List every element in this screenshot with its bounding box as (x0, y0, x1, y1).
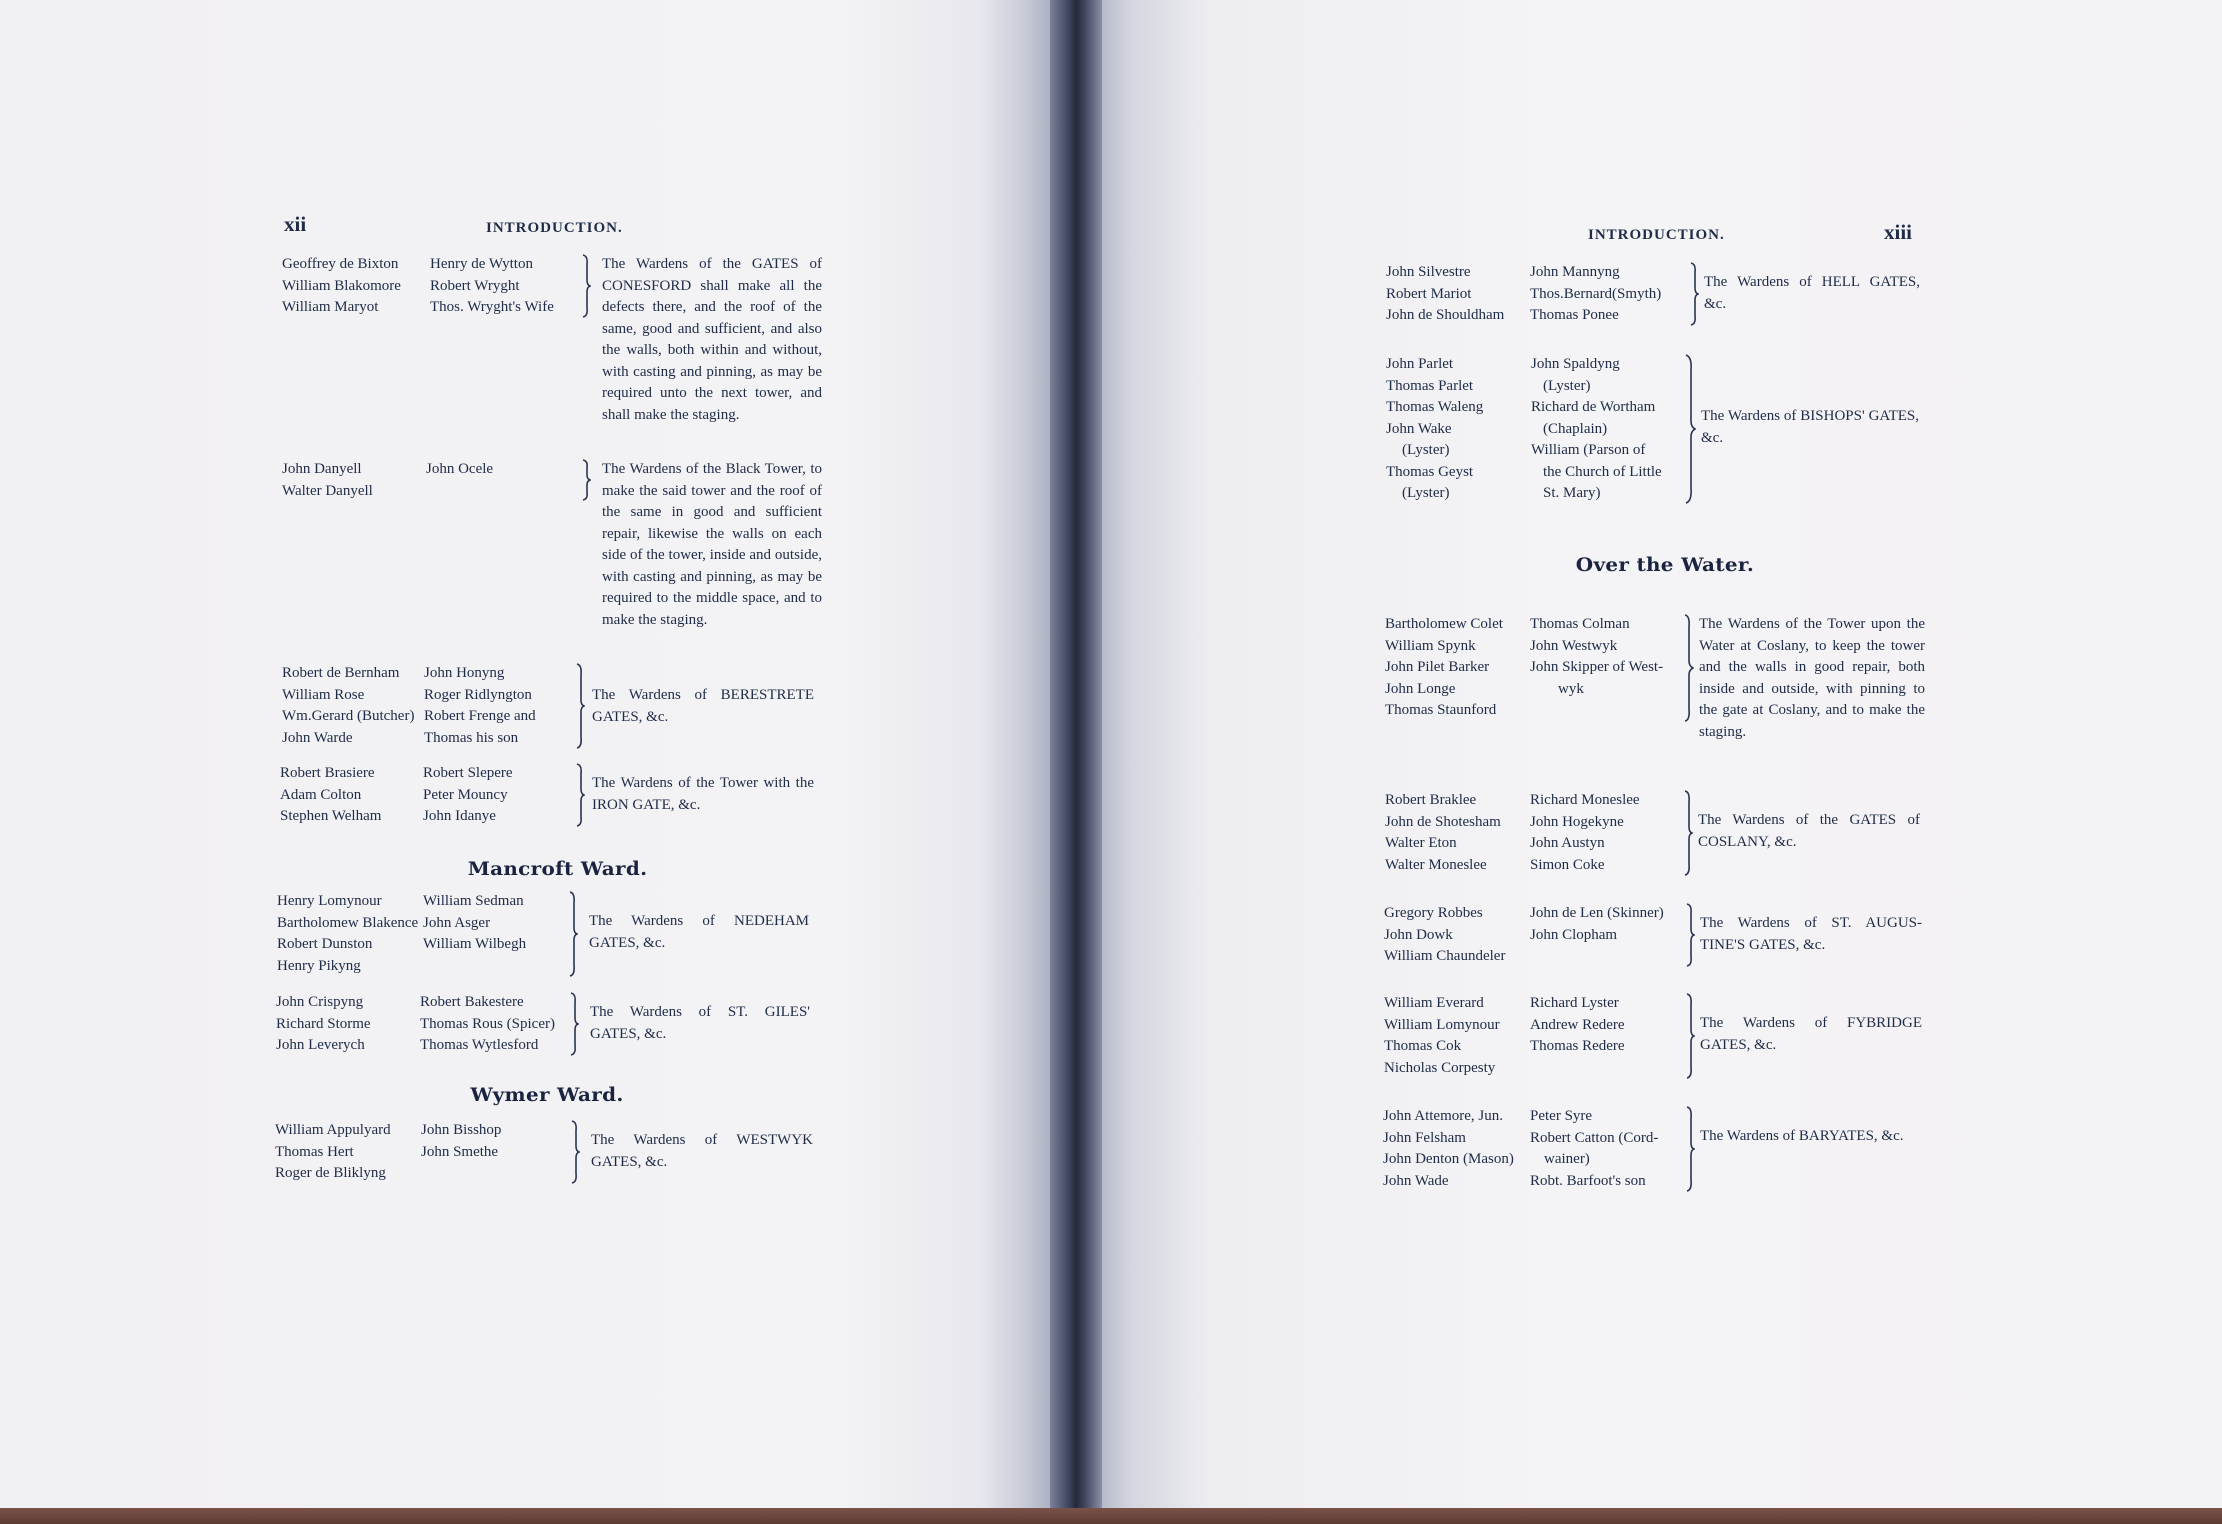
wardens-description: The Wardens of BARYATES, &c. (1700, 1128, 1904, 1144)
names-col2 (1531, 354, 1681, 505)
brace-icon (570, 1120, 580, 1184)
names-col2 (1530, 614, 1680, 700)
name: John Bisshop (421, 1122, 502, 1138)
name: Robert Slepere (423, 765, 513, 781)
name: John Asger (423, 914, 491, 931)
wardens-description: The Wardens of BISHOPS' GATES, &c. (1701, 408, 1919, 446)
name: Roger Ridlyngton (424, 686, 532, 703)
name: John Pilet Barker (1385, 659, 1490, 675)
name: Robert Brasiere (280, 765, 375, 781)
name: John Crispyng (276, 994, 364, 1010)
names-col1 (1385, 614, 1530, 722)
name: wainer) (1544, 1151, 1590, 1167)
name: William Wilbegh (423, 936, 527, 952)
names-col2 (1530, 262, 1686, 327)
names-col1 (1383, 1106, 1530, 1192)
names-col2 (1530, 993, 1682, 1058)
name: Walter Moneslee (1385, 856, 1487, 873)
name: Henry de Wytton (430, 256, 533, 272)
names-col1 (280, 763, 423, 828)
brace-icon (1685, 903, 1695, 967)
name: John de Len (Skinner) (1530, 905, 1664, 921)
name: Thomas his son (424, 729, 519, 746)
name: John Mannyng (1530, 264, 1620, 280)
name: John de Shotesham (1385, 813, 1501, 830)
name: William Appulyard (275, 1122, 391, 1138)
name: the Church of Little (1543, 463, 1662, 480)
brace-icon (1689, 262, 1699, 326)
names-col2 (423, 763, 572, 828)
name: John Clopham (1530, 926, 1618, 943)
entry-black-tower (282, 459, 822, 631)
name: Richard Storme (276, 1015, 371, 1032)
wardens-description: The Wardens of the Tower upon the Water at Coslany, to keep the tower and the walls in good repair, both inside and outside, with pinning to the gate at Coslany, and to make the staging. (1699, 616, 1925, 740)
names-col1 (282, 254, 430, 319)
name: William Rose (282, 686, 365, 703)
name: Robert Catton (Cord- (1530, 1129, 1659, 1146)
name: William Lomynour (1384, 1016, 1500, 1033)
name: Henry Lomynour (277, 893, 382, 909)
names-col1 (275, 1120, 421, 1185)
name: Nicholas Corpesty (1384, 1059, 1496, 1076)
name: Bartholomew Colet (1385, 616, 1503, 632)
wardens-description-text: The Wardens of BERESTRETE GATES, &c. (592, 687, 814, 725)
name: Geoffrey de Bixton (282, 256, 399, 272)
right-running-head: INTRODUCTION. (1588, 227, 1725, 243)
name: John Honyng (424, 665, 505, 681)
name: Thos.Bernard(Smyth) (1530, 285, 1662, 302)
name: John Wade (1383, 1172, 1449, 1189)
name: Gregory Robbes (1384, 905, 1483, 921)
names-col2 (1530, 790, 1680, 876)
names-col1 (282, 663, 424, 749)
name: Thomas Hert (275, 1143, 354, 1160)
brace-icon (575, 663, 585, 749)
names-col2 (430, 254, 578, 319)
brace-icon (1684, 354, 1696, 504)
name: John Dowk (1384, 926, 1453, 943)
names-col2 (426, 459, 578, 481)
wardens-description: The Wardens of the GATES of CONESFORD shall make all the defects there, and the roof of the same, good and sufficient, and also the walls, both within and without, with casting and pinning, as may be required unto the next tower, and shall make the staging. (602, 256, 822, 423)
names-col1 (276, 992, 420, 1057)
brace-icon (1683, 790, 1693, 876)
name: Thomas Redere (1530, 1038, 1625, 1054)
name: John Parlet (1386, 356, 1454, 372)
name: Walter Danyell (282, 482, 373, 499)
name: Thomas Cok (1384, 1038, 1462, 1054)
name: Bartholomew Blakence (277, 914, 419, 931)
names-col2 (424, 663, 572, 749)
name: William Spynk (1385, 637, 1476, 654)
name: John Idanye (423, 808, 496, 824)
left-running-head: INTRODUCTION. (486, 220, 623, 236)
wardens-description: The Wardens of FYBRIDGE GATES, &c. (1700, 1015, 1922, 1053)
name: John Leverych (276, 1037, 365, 1053)
names-col1 (1385, 790, 1530, 876)
wardens-description: The Wardens of NEDEHAM GATES, &c. (589, 913, 809, 951)
name: John Silvestre (1386, 264, 1471, 280)
entry-nedeham (277, 891, 809, 977)
name: Andrew Redere (1530, 1016, 1625, 1033)
right-page-number: xiii (1884, 220, 1913, 244)
entry-conesford (282, 254, 822, 426)
names-col1 (1386, 262, 1530, 327)
name: Adam Colton (280, 786, 362, 803)
name: Richard Lyster (1530, 995, 1619, 1011)
brace-icon (581, 254, 591, 318)
name: (Lyster) (1402, 485, 1450, 501)
name: John Denton (Mason) (1383, 1151, 1514, 1167)
name: John Skipper of West- (1530, 659, 1664, 675)
name: William Blakomore (282, 277, 401, 294)
entry-fybridge (1384, 993, 1922, 1079)
entry-st-giles (276, 992, 810, 1057)
name: Thos. Wryght's Wife (430, 299, 554, 315)
wardens-description (592, 685, 814, 728)
names-col2 (420, 992, 566, 1057)
name: John Westwyk (1530, 637, 1618, 654)
name: Richard Moneslee (1530, 792, 1640, 808)
name: Walter Eton (1385, 835, 1457, 851)
name: William Sedman (423, 893, 524, 909)
name: Simon Coke (1530, 856, 1605, 873)
names-col1 (1386, 354, 1531, 505)
entry-bishops-gates (1386, 354, 1919, 505)
name: Peter Mouncy (423, 786, 508, 803)
names-col2 (1530, 903, 1682, 946)
names-col2 (423, 891, 565, 956)
wardens-description: The Wardens of the GATES of COSLANY, &c. (1698, 812, 1920, 850)
names-col2 (1530, 1106, 1682, 1192)
name: Thomas Colman (1530, 616, 1630, 632)
name: Thomas Geyst (1386, 463, 1474, 480)
name: William Maryot (282, 299, 379, 315)
wardens-description: The Wardens of the Tower with the IRON GATE, &c. (592, 775, 814, 813)
name: John Attemore, Jun. (1383, 1108, 1503, 1124)
names-col1 (1384, 903, 1530, 968)
names-col1 (282, 459, 426, 502)
wardens-description: The Wardens of ST. GILES' GATES, &c. (590, 1004, 810, 1042)
name: Thomas Rous (Spicer) (420, 1015, 555, 1032)
name: John Wake (1386, 420, 1452, 437)
section-heading-mancroft: Mancroft Ward. (467, 858, 648, 880)
entry-baryates (1383, 1106, 1922, 1192)
brace-icon (1685, 1106, 1695, 1192)
name: John Smethe (421, 1143, 499, 1160)
name: Robert Mariot (1386, 285, 1472, 302)
brace-icon (1683, 614, 1694, 722)
name: Robert Wryght (430, 277, 520, 294)
name: John Longe (1385, 680, 1456, 697)
name: Richard de Wortham (1531, 399, 1656, 415)
name: Roger de Bliklyng (275, 1165, 386, 1181)
name: Thomas Waleng (1386, 399, 1484, 415)
name: William Chaundeler (1384, 948, 1506, 964)
name: Peter Syre (1530, 1108, 1593, 1124)
name: William (Parson of (1531, 442, 1646, 458)
name: St. Mary) (1543, 485, 1601, 501)
name: William Everard (1384, 995, 1484, 1011)
names-col2 (421, 1120, 567, 1163)
entry-iron-gate (280, 763, 814, 828)
entry-st-augustine (1384, 903, 1922, 968)
name: Robert Bakestere (420, 994, 524, 1010)
name: Robert Braklee (1385, 792, 1477, 808)
name: John Ocele (426, 461, 494, 477)
wardens-description: The Wardens of WESTWYK GATES, &c. (591, 1132, 813, 1170)
name: John Danyell (282, 461, 362, 477)
entry-westwyk (275, 1120, 813, 1185)
section-heading-wymer: Wymer Ward. (470, 1084, 624, 1106)
entry-coslany-gates (1385, 790, 1920, 876)
name: John Felsham (1383, 1129, 1466, 1146)
name: Thomas Staunford (1385, 702, 1497, 718)
brace-icon (575, 763, 585, 827)
brace-icon (569, 992, 579, 1056)
wardens-description: The Wardens of ST. AUGUS-TINE'S GATES, &c. (1700, 915, 1922, 953)
name: John Hogekyne (1530, 813, 1624, 830)
name: Thomas Wytlesford (420, 1037, 539, 1053)
name: John de Shouldham (1386, 307, 1505, 323)
entry-berestrete (282, 663, 814, 749)
entry-coslany-tower (1385, 614, 1925, 743)
brace-icon (568, 891, 578, 977)
name: John Spaldyng (1531, 356, 1620, 372)
name: Thomas Parlet (1386, 377, 1474, 394)
wardens-description: The Wardens of HELL GATES, &c. (1704, 274, 1920, 312)
name: (Lyster) (1402, 442, 1450, 458)
name: wyk (1558, 680, 1584, 697)
wardens-description: The Wardens of the Black Tower, to make the said tower and the roof of the same in good and sufficient repair, likewise the walls on each side of the tower, inside and outside, with casting and pinning, as may be required to the middle space, and to make the staging. (602, 461, 822, 628)
name: Wm.Gerard (Butcher) (282, 708, 415, 724)
name: Robt. Barfoot's son (1530, 1172, 1646, 1189)
brace-icon (1685, 993, 1695, 1079)
page-bottom-edge (0, 1508, 2222, 1524)
entry-hell-gates (1386, 262, 1920, 327)
names-col1 (277, 891, 423, 977)
name: Robert Frenge and (424, 708, 536, 724)
name: Robert Dunston (277, 936, 373, 952)
left-page-number: xii (284, 212, 307, 236)
name: Robert de Bernham (282, 665, 400, 681)
name: (Chaplain) (1543, 420, 1608, 437)
name: Henry Pikyng (277, 957, 361, 974)
name: Stephen Welham (280, 808, 382, 824)
section-heading-over-the-water: Over the Water. (1575, 554, 1755, 576)
name: John Austyn (1530, 835, 1605, 851)
name: Thomas Ponee (1530, 307, 1619, 323)
book-gutter (1050, 0, 1102, 1524)
brace-icon (581, 459, 591, 501)
name: (Lyster) (1543, 377, 1591, 394)
name: John Warde (282, 729, 353, 746)
names-col1 (1384, 993, 1530, 1079)
